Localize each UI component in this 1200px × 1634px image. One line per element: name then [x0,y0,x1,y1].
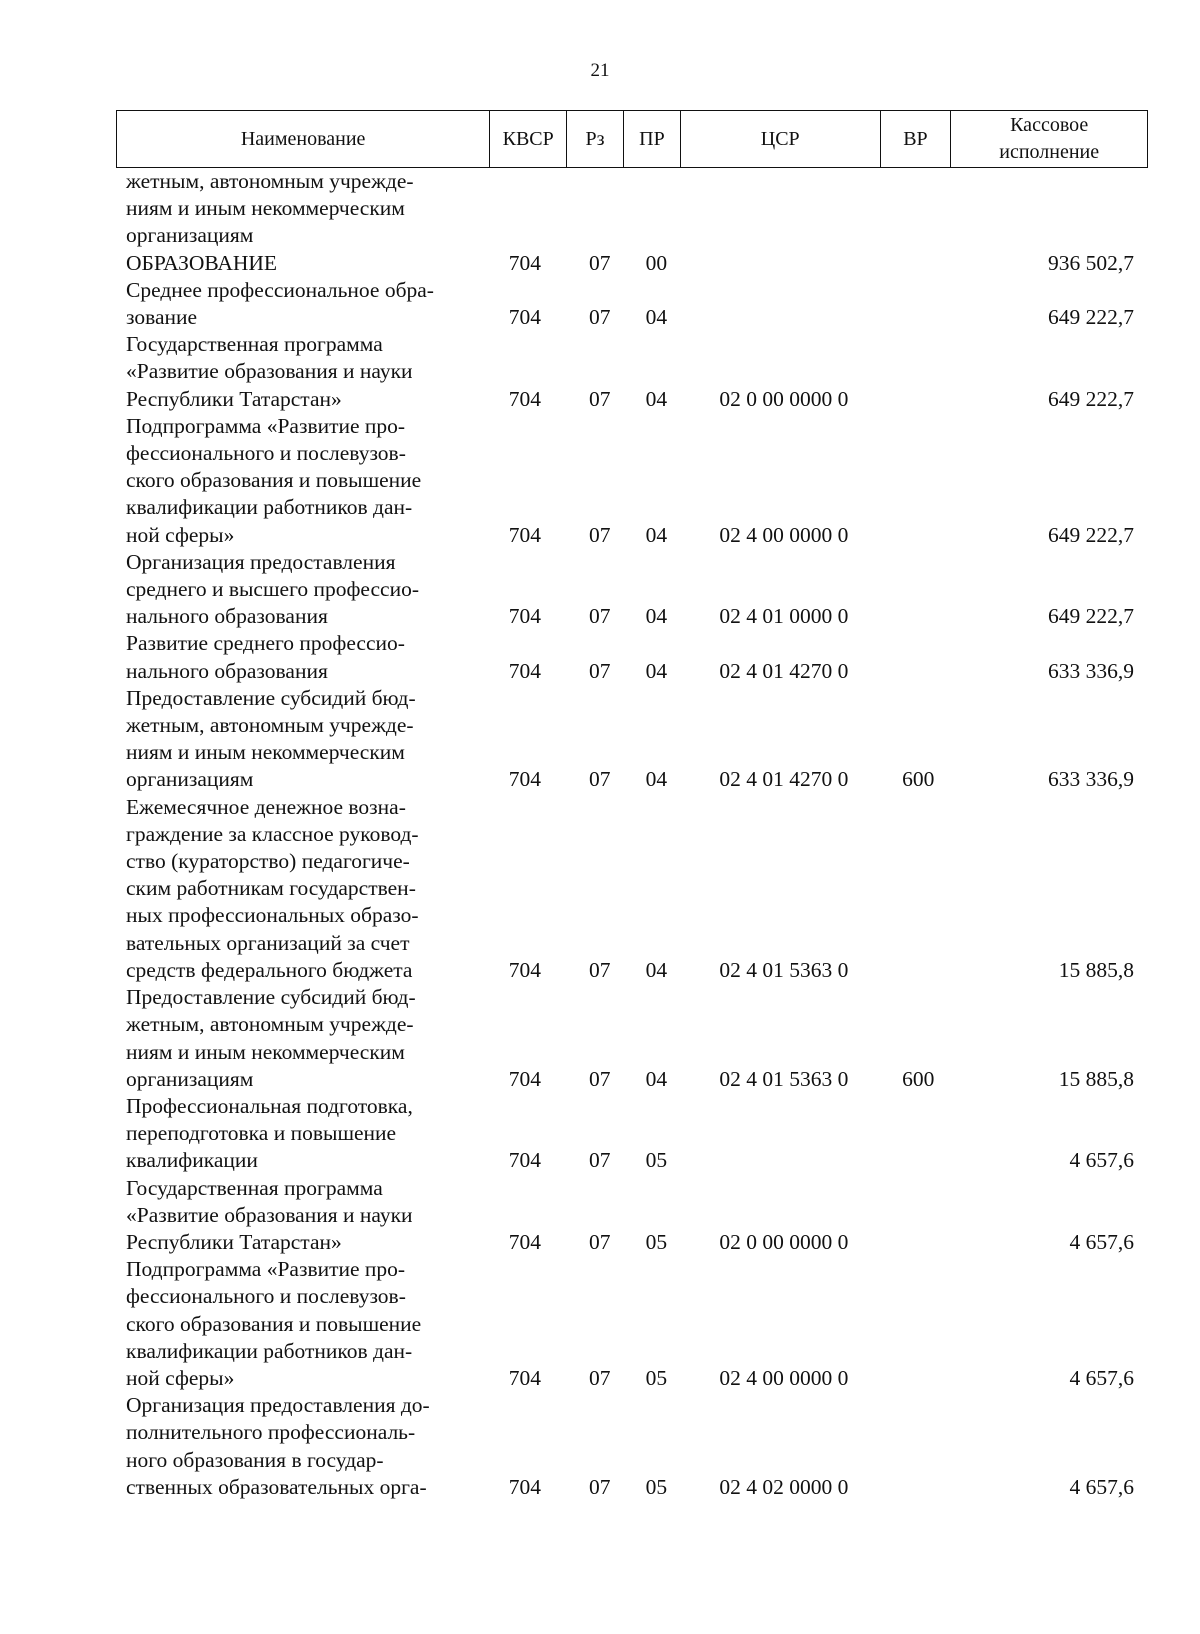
table-row [116,630,1148,684]
table-row [116,413,1148,549]
row-sum: 4 657,6 [1069,1474,1134,1499]
row-name: Профессиональная подготовка, переподготовка и повышение квалификации [126,1093,413,1173]
row-rz: 07 [589,658,611,683]
row-pr: 05 [645,1365,668,1390]
row-kvsr: 704 [508,658,541,683]
row-rz: 07 [589,767,611,792]
row-kvsr: 704 [508,1365,541,1390]
row-csr: 02 4 01 4270 0 [719,767,849,792]
row-kvsr: 704 [508,957,541,982]
header-vr: ВР [881,111,952,167]
row-sum: 4 657,6 [1069,1148,1134,1173]
table-row [116,685,1148,794]
row-sum: 633 336,9 [1048,658,1134,683]
row-kvsr: 704 [508,604,541,629]
row-rz: 07 [589,386,611,411]
row-name: Предоставление субсидий бюд- жетным, автономным учрежде- ниям и иным некоммерческим организациям [126,685,416,792]
row-vr: 600 [902,767,935,792]
table-row [116,1392,1148,1501]
row-pr: 04 [645,604,668,629]
row-sum: 4 657,6 [1069,1365,1134,1390]
row-vr: 600 [902,1066,935,1091]
row-pr: 04 [645,658,668,683]
table-body [116,168,1148,1501]
row-name: Подпрограмма «Развитие про- фессионального и послевузов- ского образования и повышение квалификации работников дан- ной сферы» [126,413,422,547]
row-rz: 07 [589,1148,611,1173]
table-row [116,277,1148,331]
row-sum: 4 657,6 [1069,1229,1134,1254]
table-row [116,1093,1148,1175]
row-csr: 02 4 00 0000 0 [719,1365,849,1390]
row-csr: 02 4 02 0000 0 [719,1474,849,1499]
header-rz: Рз [567,111,624,167]
row-kvsr: 704 [508,1148,541,1173]
row-kvsr: 704 [508,386,541,411]
row-sum: 15 885,8 [1058,1066,1134,1091]
row-sum: 633 336,9 [1048,767,1134,792]
row-rz: 07 [589,305,611,330]
row-pr: 04 [645,305,668,330]
row-pr: 04 [645,1066,668,1091]
row-kvsr: 704 [508,1229,541,1254]
header-sum-line1: Кассовое [1010,114,1089,136]
row-name: Организация предоставления до- полнительного профессиональ- ного образования в государ- ственных образовательных орга- [126,1393,430,1499]
row-name: Организация предоставления среднего и высшего профессио- нального образования [126,549,419,629]
table-row [116,984,1148,1093]
header-name: Наименование [117,111,490,167]
row-name: Государственная программа «Развитие образования и науки Республики Татарстан» [126,1175,413,1254]
header-sum-line2: исполнение [999,141,1100,163]
row-name: жетным, автономным учрежде- ниям и иным некоммерческим организациям [126,169,414,248]
row-pr: 04 [645,522,668,547]
header-csr: ЦСР [681,111,881,167]
row-name: Среднее профессиональное обра- зование [126,277,434,330]
row-rz: 07 [589,604,611,629]
row-pr: 05 [645,1229,668,1254]
row-sum: 649 222,7 [1048,522,1134,547]
row-sum: 936 502,7 [1048,250,1134,275]
row-rz: 07 [589,1365,611,1390]
table-row [116,168,1148,250]
row-rz: 07 [589,1229,611,1254]
row-sum: 649 222,7 [1048,386,1134,411]
header-kvsr: КВСР [490,111,567,167]
row-pr: 04 [645,767,668,792]
row-csr: 02 0 00 0000 0 [719,386,849,411]
row-csr: 02 4 00 0000 0 [719,522,849,547]
row-rz: 07 [589,1066,611,1091]
table-row [116,794,1148,984]
row-sum: 15 885,8 [1058,957,1134,982]
header-sum [951,111,1147,167]
table-header [116,110,1148,168]
table-row [116,549,1148,631]
row-name: Развитие среднего профессио- нального образования [126,631,405,683]
row-rz: 07 [589,1474,611,1499]
row-pr: 05 [645,1148,668,1173]
row-sum: 649 222,7 [1048,604,1134,629]
row-csr: 02 4 01 5363 0 [719,1066,849,1091]
row-name: Ежемесячное денежное возна- граждение за классное руковод- ство (кураторство) педагогиче- ским работникам государствен- ных профессиональных образо- вательных организаций за счет средств федерального бюджета [126,794,419,982]
row-rz: 07 [589,250,611,275]
table-row [116,1175,1148,1257]
row-pr: 04 [645,957,668,982]
row-name: Государственная программа «Развитие образования и науки Республики Татарстан» [126,332,413,411]
row-csr: 02 4 01 5363 0 [719,957,849,982]
table-row [116,331,1148,413]
row-pr: 00 [645,250,668,275]
row-kvsr: 704 [508,522,541,547]
row-csr: 02 0 00 0000 0 [719,1229,849,1254]
page-number: 21 [590,60,610,81]
header-pr: ПР [624,111,681,167]
row-sum: 649 222,7 [1048,305,1134,330]
table-row [116,250,1148,277]
row-name: ОБРАЗОВАНИЕ [126,250,278,275]
row-kvsr: 704 [508,1066,541,1091]
row-kvsr: 704 [508,767,541,792]
row-name: Предоставление субсидий бюд- жетным, автономным учрежде- ниям и иным некоммерческим организациям [126,985,416,1091]
row-kvsr: 704 [508,250,541,275]
table-row [116,1256,1148,1392]
row-kvsr: 704 [508,305,541,330]
row-kvsr: 704 [508,1474,541,1499]
row-rz: 07 [589,957,611,982]
row-csr: 02 4 01 4270 0 [719,658,849,683]
row-pr: 05 [645,1474,668,1499]
row-name: Подпрограмма «Развитие про- фессионального и послевузов- ского образования и повышение квалификации работников дан- ной сферы» [126,1257,422,1390]
row-rz: 07 [589,522,611,547]
row-pr: 04 [645,386,668,411]
row-csr: 02 4 01 0000 0 [719,604,849,629]
